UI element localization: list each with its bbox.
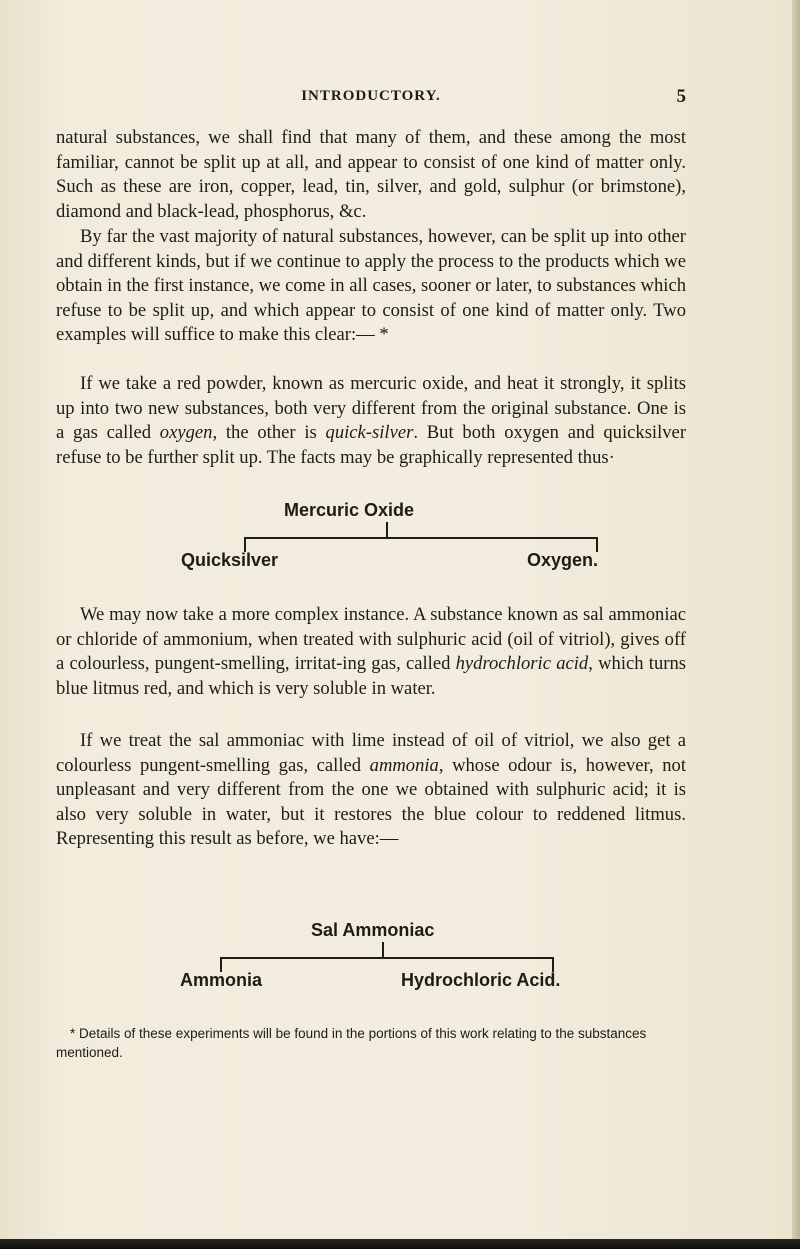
diagram-stem-line [386, 522, 388, 538]
paragraph-4-text-a: We may now take a more complex instance. A substance known as sal ammoniac or chloride of ammonium, when treated with sulphuric acid (oil of vitriol), gives off a colourless, pungent-smelling, irritat-ing gas, called [56, 604, 686, 674]
paragraph-2: By far the vast majority of natural substances, however, can be split up into other and different kinds, but if we continue to apply the process to the products which we obtain in the first instance, we come in all cases, sooner or later, to substances which refuse to be split up, and which appear to consist of one kind of matter only. Two examples will suffice to make this clear:— * [56, 226, 686, 345]
paragraph-5 [56, 729, 686, 852]
paragraph-5-text-a: If we treat the sal ammoniac with lime instead of oil of vitriol, we also get a colourless pungent-smelling gas, called [56, 730, 686, 776]
paragraph-3-text-c: . But both oxygen and quicksilver refuse to be further split up. The facts may be graphically represented thus· [56, 422, 687, 468]
paragraph-3 [56, 372, 686, 470]
term-oxygen: oxygen [159, 422, 213, 443]
page-edge-shadow [792, 0, 800, 1249]
diagram-sal-ammoniac [56, 920, 686, 1000]
running-head: INTRODUCTORY. [301, 88, 441, 104]
paragraph-5-text-b: , whose odour is, however, not unpleasant and very different from the one we obtained with sulphuric acid; it is also very soluble in water, but it restores the blue colour to reddened litmus. Representing this result as before, we have:— [56, 754, 686, 849]
page-header [56, 86, 686, 112]
diagram-left-child-label: Ammonia [180, 970, 263, 990]
paragraph-1: natural substances, we shall find that many of them, and these among the most familiar, cannot be split up at all, and appear to consist of one kind of matter only. Such as these are iron, copper, lead, tin, silver, and gold, sulphur (or brimstone), diamond and black-lead, phosphorus, &c. [56, 127, 686, 222]
diagram-mercuric-oxide [56, 500, 686, 580]
paragraph-3-text-b: , the other is [212, 422, 326, 443]
paragraph-3-text-a: If we take a red powder, known as mercuric oxide, and heat it strongly, it splits up into two new substances, both very different from the original substance. One is a gas called [56, 373, 686, 443]
paragraph-4-text-b: , which turns blue litmus red, and which is very soluble in water. [56, 653, 686, 699]
scan-bottom-band [0, 1239, 800, 1249]
diagram-branch-line [244, 537, 598, 539]
diagram-parent-label: Mercuric Oxide [284, 500, 415, 520]
term-hydrochloric-acid: hydrochloric acid [455, 653, 589, 674]
diagram-parent-label: Sal Ammoniac [311, 920, 435, 940]
term-quicksilver: quick-silver [325, 422, 414, 443]
term-ammonia: ammonia [369, 754, 439, 776]
diagram-right-child-label: Oxygen. [527, 550, 599, 570]
footnote: * Details of these experiments will be found in the portions of this work relating to the substances mentioned. [56, 1026, 647, 1060]
paragraph-4 [56, 603, 686, 701]
page-number: 5 [676, 86, 686, 107]
diagram-left-child-label: Quicksilver [181, 550, 279, 570]
diagram-right-child-label: Hydrochloric Acid. [401, 970, 561, 990]
diagram-branch-line [220, 957, 554, 959]
diagram-stem-line [382, 942, 384, 958]
